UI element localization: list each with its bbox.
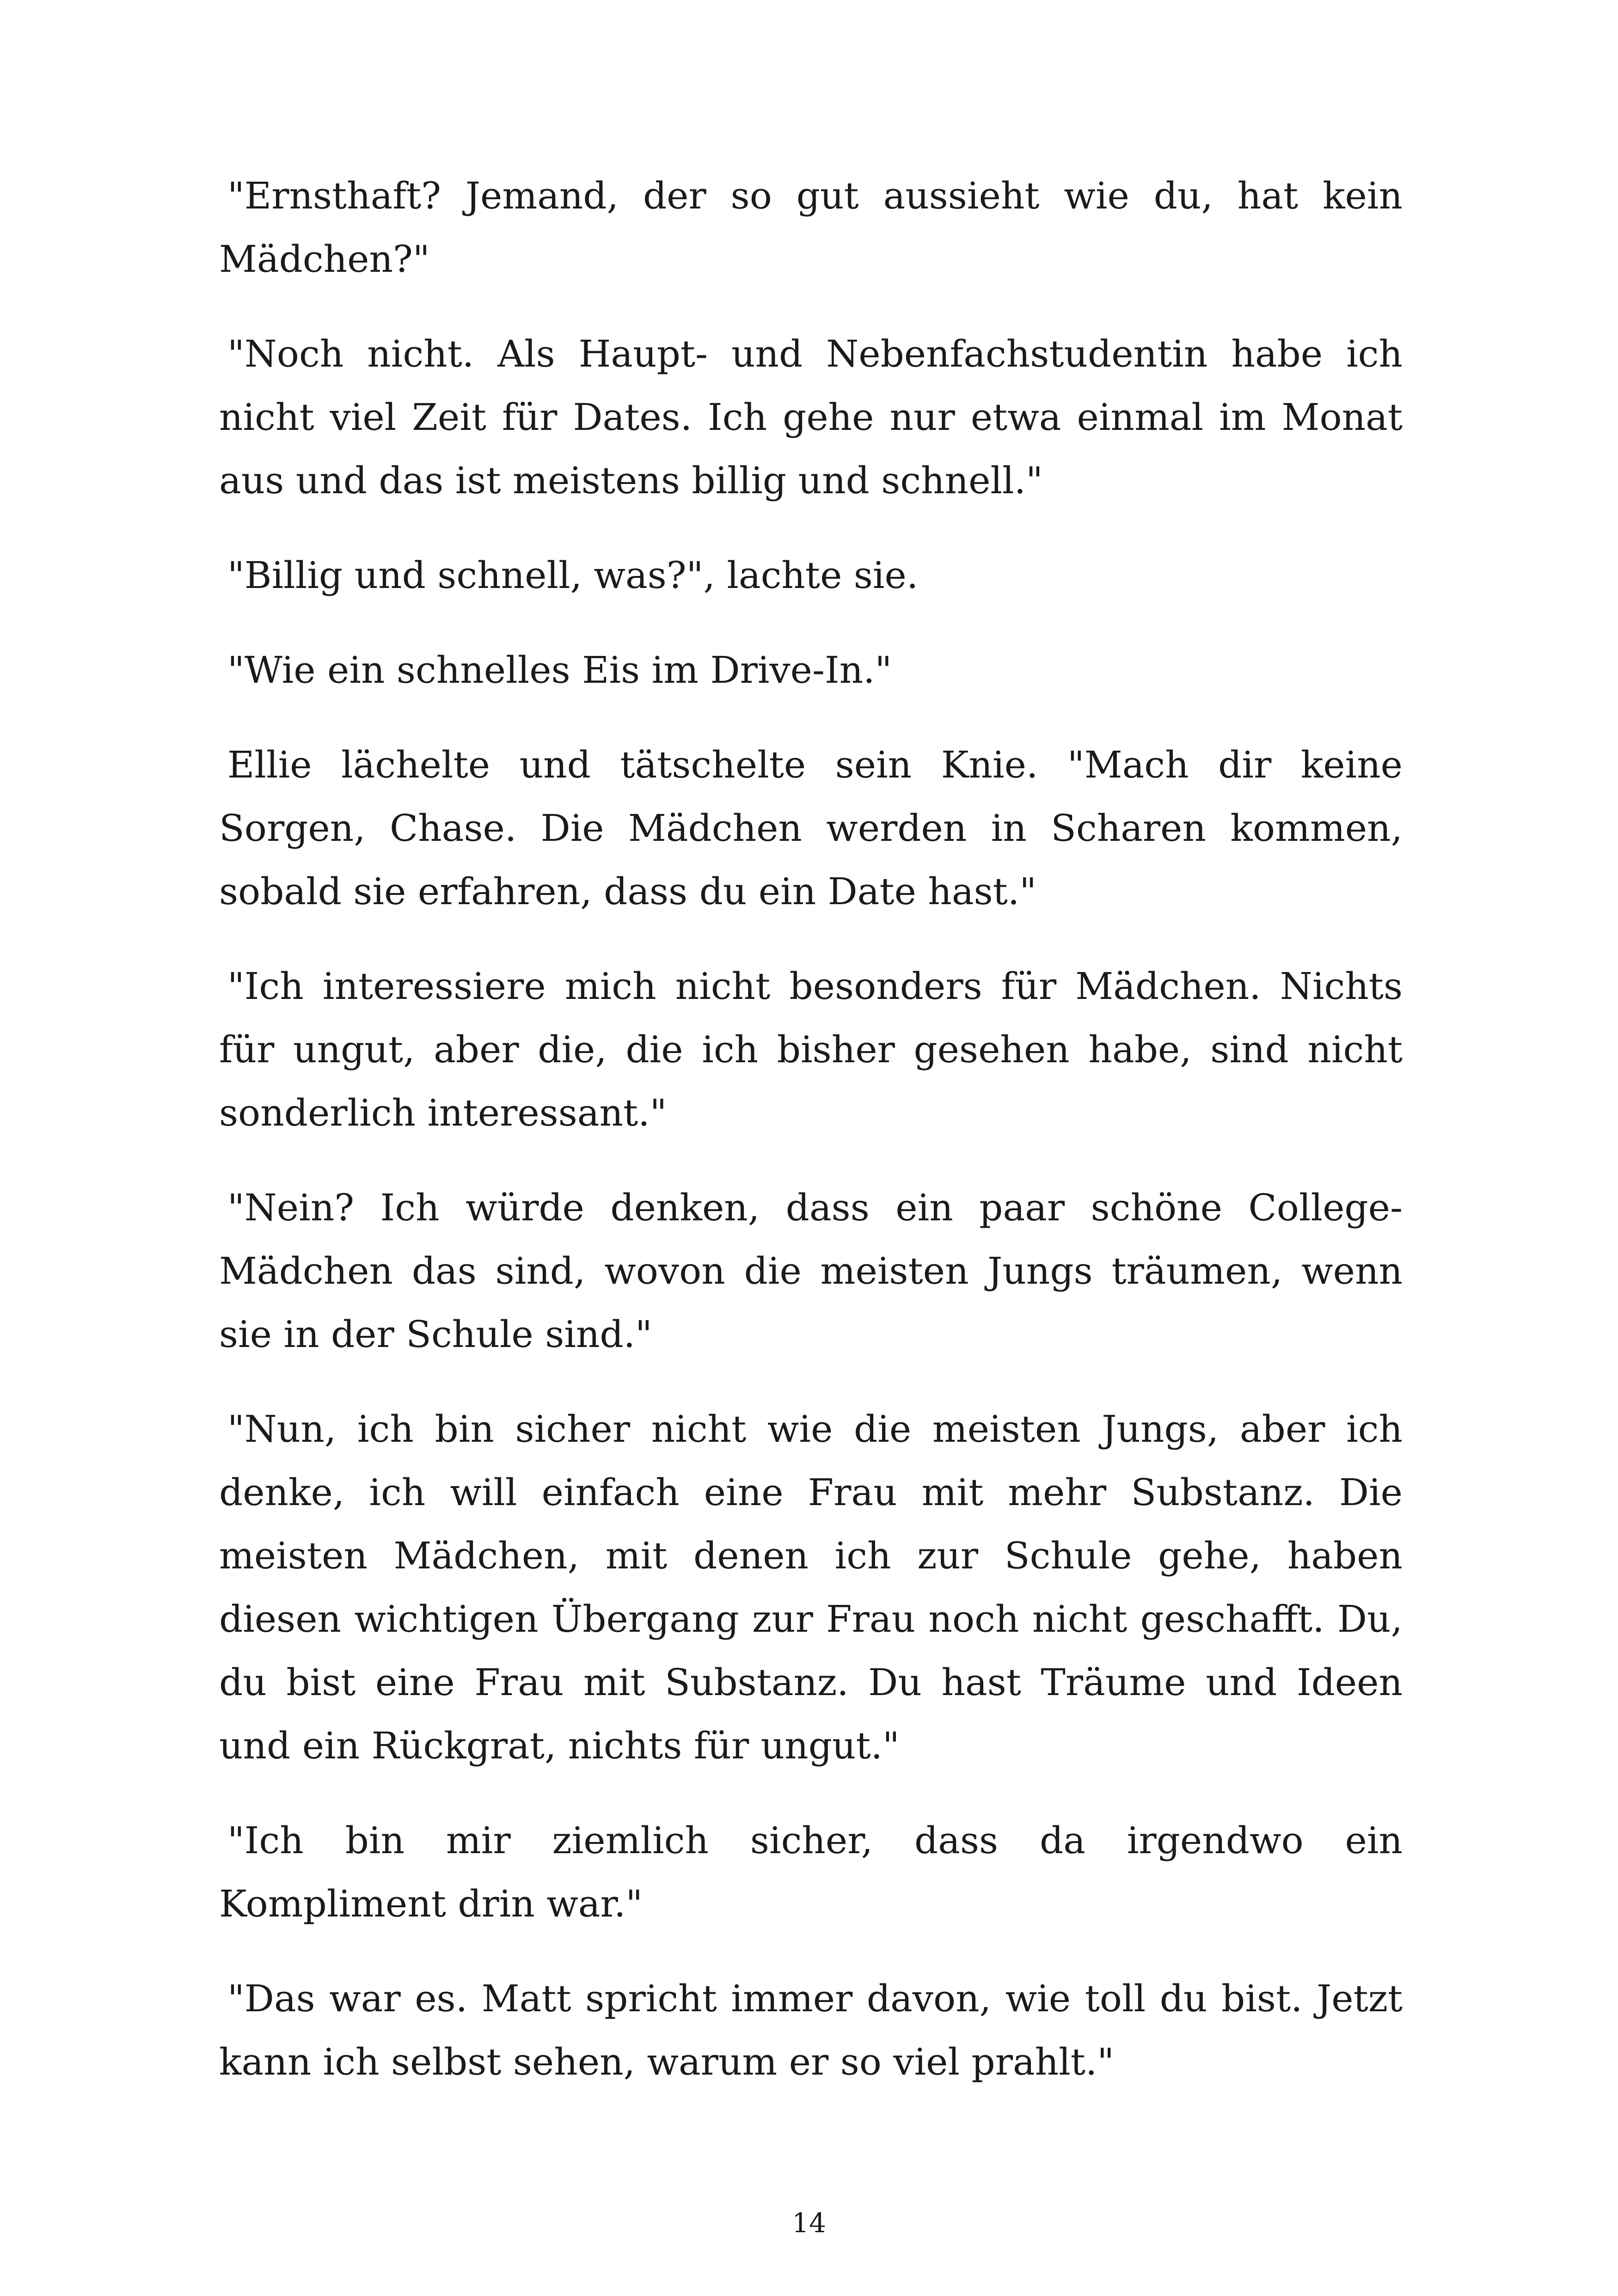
paragraph: "Noch nicht. Als Haupt- und Nebenfachstudentin habe ich nicht viel Zeit für Dates. Ich gehe nur etwa einmal im Monat aus und das ist meistens billig und schnell."	[219, 332, 1403, 502]
paragraph: "Ernsthaft? Jemand, der so gut aussieht wie du, hat kein Mädchen?"	[219, 174, 1403, 281]
page-number: 14	[792, 2207, 826, 2239]
paragraph: "Das war es. Matt spricht immer davon, wie toll du bist. Jetzt kann ich selbst sehen, warum er so viel prahlt."	[219, 1977, 1403, 2083]
paragraph: Ellie lächelte und tätschelte sein Knie. "Mach dir keine Sorgen, Chase. Die Mädchen werden in Scharen kommen, sobald sie erfahren, dass du ein Date hast."	[219, 743, 1403, 913]
body-text	[219, 164, 1403, 2125]
paragraph: "Wie ein schnelles Eis im Drive-In."	[227, 649, 892, 692]
paragraph: "Ich interessiere mich nicht besonders für Mädchen. Nichts für ungut, aber die, die ich bisher gesehen habe, sind nicht sonderlich interessant."	[219, 965, 1403, 1134]
paragraph: "Nun, ich bin sicher nicht wie die meisten Jungs, aber ich denke, ich will einfach eine Frau mit mehr Substanz. Die meisten Mädchen, mit denen ich zur Schule gehe, haben diesen wichtigen Übergang zur Frau noch nicht geschafft. Du, du bist eine Frau mit Substanz. Du hast Träume und Ideen und ein Rückgrat, nichts für ungut."	[219, 1408, 1403, 1767]
paragraph: "Billig und schnell, was?", lachte sie.	[227, 554, 919, 597]
paragraph: "Ich bin mir ziemlich sicher, dass da irgendwo ein Kompliment drin war."	[219, 1819, 1403, 1925]
paragraph: "Nein? Ich würde denken, dass ein paar schöne College-Mädchen das sind, wovon die meisten Jungs träumen, wenn sie in der Schule sind."	[219, 1186, 1403, 1356]
